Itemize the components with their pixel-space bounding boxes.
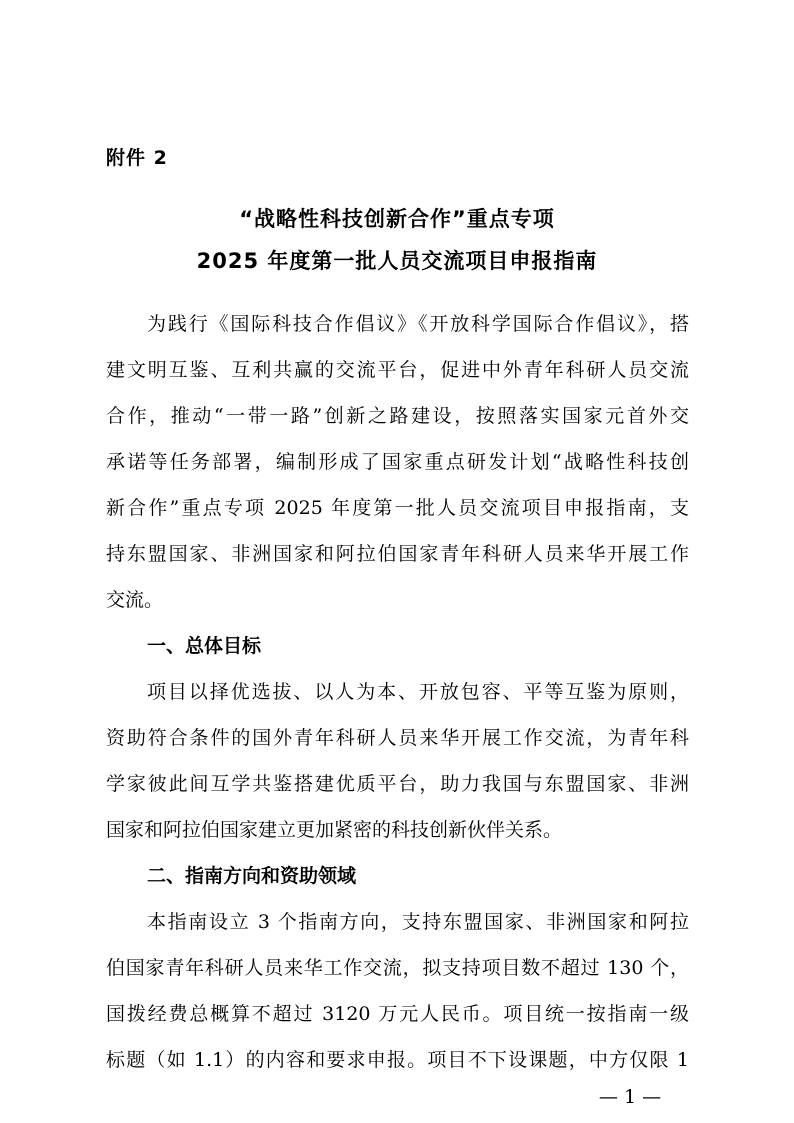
section2-line: 国拨经费总概算不超过 3120 万元人民币。项目统一按指南一级 [106,1003,689,1025]
section2-line: 本指南设立 3 个指南方向，支持东盟国家、非洲国家和阿拉 [147,911,689,933]
section1-line: 学家彼此间互学共鉴搭建优质平台，助力我国与东盟国家、非洲 [106,773,689,795]
intro-line: 交流。 [106,589,164,611]
section1-line: 项目以择优选拔、以人为本、开放包容、平等互鉴为原则， [147,681,689,703]
intro-line: 承诺等任务部署，编制形成了国家重点研发计划“战略性科技创 [106,451,689,473]
section1-line: 资助符合条件的国外青年科研人员来华开展工作交流，为青年科 [106,727,689,749]
section-heading-guide-directions: 二、指南方向和资助领域 [147,865,357,887]
section2-line: 标题（如 1.1）的内容和要求申报。项目不下设课题，中方仅限 1 [106,1049,689,1071]
intro-line: 新合作”重点专项 2025 年度第一批人员交流项目申报指南，支 [106,497,689,519]
intro-line: 持东盟国家、非洲国家和阿拉伯国家青年科研人员来华开展工作 [106,543,689,565]
section1-line: 国家和阿拉伯国家建立更加紧密的科技创新伙伴关系。 [106,819,563,841]
document-title-line-1: “战略性科技创新合作”重点专项 [239,207,555,231]
attachment-label: 附件 2 [106,147,168,169]
document-title-line-2: 2025 年度第一批人员交流项目申报指南 [196,249,598,273]
intro-line: 合作，推动“一带一路”创新之路建设，按照落实国家元首外交 [106,405,689,427]
intro-line: 为践行《国际科技合作倡议》《开放科学国际合作倡议》，搭 [147,313,689,335]
section-heading-overall-goal: 一、总体目标 [147,635,262,657]
section2-line: 伯国家青年科研人员来华工作交流，拟支持项目数不超过 130 个， [106,957,689,979]
intro-line: 建文明互鉴、互利共赢的交流平台，促进中外青年科研人员交流 [106,359,689,381]
page-number: — 1 — [598,1086,662,1108]
